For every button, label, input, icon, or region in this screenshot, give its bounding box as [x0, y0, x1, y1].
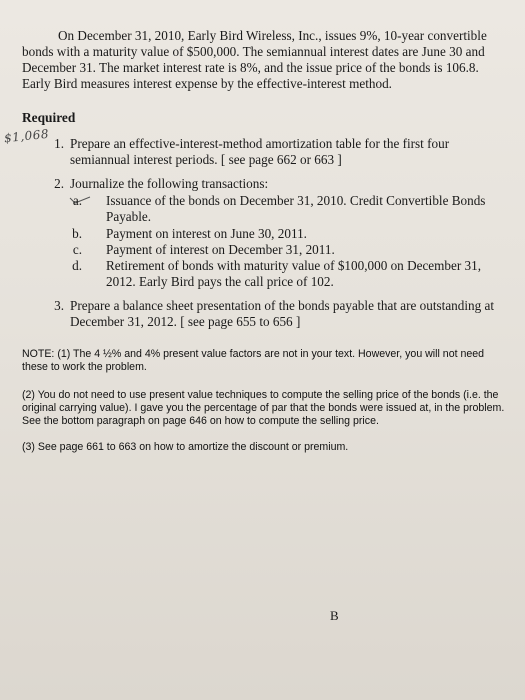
note-2: (2) You do not need to use present value techniques to compute the selling price of the bonds (i.e. the original carrying value). I gave you the percentage of par that the bonds were issued at, in the problem. See the bottom paragraph on page 646 on how to compute the selling price. — [22, 389, 505, 427]
footer-letter: B — [330, 608, 339, 623]
requirement-number: 1. — [54, 136, 64, 151]
requirement-text: Prepare a balance sheet presentation of the bonds payable that are outstanding at December 31, 2012. [ see page 655 to 656 ] — [70, 298, 495, 329]
subitem-letter: c. — [72, 242, 82, 257]
requirement-text: Prepare an effective-interest-method amortization table for the first four semiannual interest periods. [ see page 662 or 663 ] — [70, 136, 450, 167]
note-1: NOTE: (1) The 4 ½% and 4% present value factors are not in your text. However, you will not need these to work the problem. — [22, 348, 485, 373]
subitem-text: Payment on interest on June 30, 2011. — [106, 226, 307, 241]
handwritten-note: $1,068 — [3, 126, 50, 146]
subitem-text: Payment of interest on December 31, 2011. — [106, 242, 335, 257]
requirement-number: 2. — [54, 176, 64, 191]
subitem-letter: d. — [72, 258, 82, 273]
requirement-number: 3. — [54, 298, 64, 313]
subitem-text: Issuance of the bonds on December 31, 2010. Credit Convertible Bonds Payable. — [106, 193, 486, 224]
problem-intro: On December 31, 2010, Early Bird Wireless, Inc., issues 9%, 10-year convertible bonds with a maturity value of $500,000. The semiannual interest dates are June 30 and December 31. The market interest rate is 8%, and the issue price of the bonds is 106.8. Early Bird measures interest expense by the effective-interest method. — [22, 28, 487, 91]
requirement-text: Journalize the following transactions: — [70, 176, 269, 191]
required-heading: Required — [22, 110, 76, 125]
note-3: (3) See page 661 to 663 on how to amortize the discount or premium. — [22, 441, 349, 453]
subitem-text: Retirement of bonds with maturity value of $100,000 on December 31, 2012. Early Bird pays the call price of 102. — [106, 258, 482, 289]
subitem-letter: a. — [72, 193, 82, 208]
subitem-letter: b. — [72, 226, 82, 241]
